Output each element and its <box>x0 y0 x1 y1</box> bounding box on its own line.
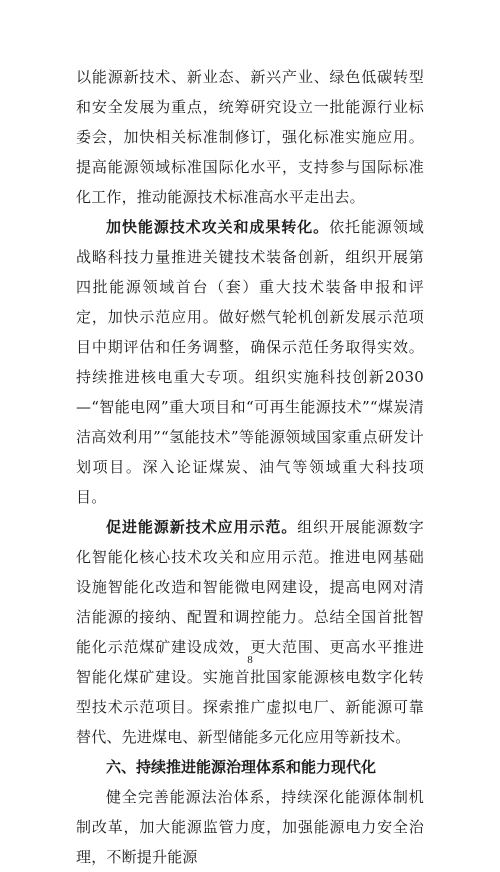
paragraph-lead-heading: 促进能源新技术应用示范。 <box>106 518 298 536</box>
paragraph-tech-breakthrough <box>76 212 424 512</box>
paragraph-continued <box>76 62 424 212</box>
paragraph-text: 组织开展能源数字化智能化核心技术攻关和应用示范。推进电网基础设施智能化改造和智能微电网建设，提高电网对清洁能源的接纳、配置和调控能力。总结全国首批智能化示范煤矿建设成效，更大范围、更高水平推进智能化煤矿建设。实施首批国家能源核电数字化转型技术示范项目。探索推广虚拟电厂、新能源可靠替代、先进煤电、新型储能多元化应用等新技术。 <box>76 518 424 746</box>
paragraph-text: 健全完善能源法治体系，持续深化能源体制机制改革，加大能源监管力度，加强能源电力安全治理，不断提升能源 <box>76 788 424 866</box>
page-number: 8 <box>247 654 253 666</box>
paragraph-text: 依托能源领域战略科技力量推进关键技术装备创新，组织开展第四批能源领域首台（套）重大技术装备申报和评定，加快示范应用。做好燃气轮机创新发展示范项目中期评估和任务调整，确保示范任务取得实效。持续推进核电重大专项。组织实施科技创新2030—“智能电网”重大项目和“可再生能源技术”“煤炭清洁高效利用”“氢能技术”等能源领域国家重点研发计划项目。深入论证煤炭、油气等领域重大科技项目。 <box>76 218 424 506</box>
paragraph-governance <box>76 782 424 872</box>
paragraph-lead-heading: 加快能源技术攻关和成果转化。 <box>106 218 330 236</box>
page-body <box>76 62 424 872</box>
section-heading: 六、持续推进能源治理体系和能力现代化 <box>106 758 377 776</box>
paragraph-tech-demonstration <box>76 512 424 752</box>
paragraph-text: 以能源新技术、新业态、新兴产业、绿色低碳转型和安全发展为重点，统筹研究设立一批能源行业标委会，加快相关标准制修订，强化标准实施应用。提高能源领域标准国际化水平，支持参与国际标准化工作，推动能源技术标准高水平走出去。 <box>76 68 424 206</box>
